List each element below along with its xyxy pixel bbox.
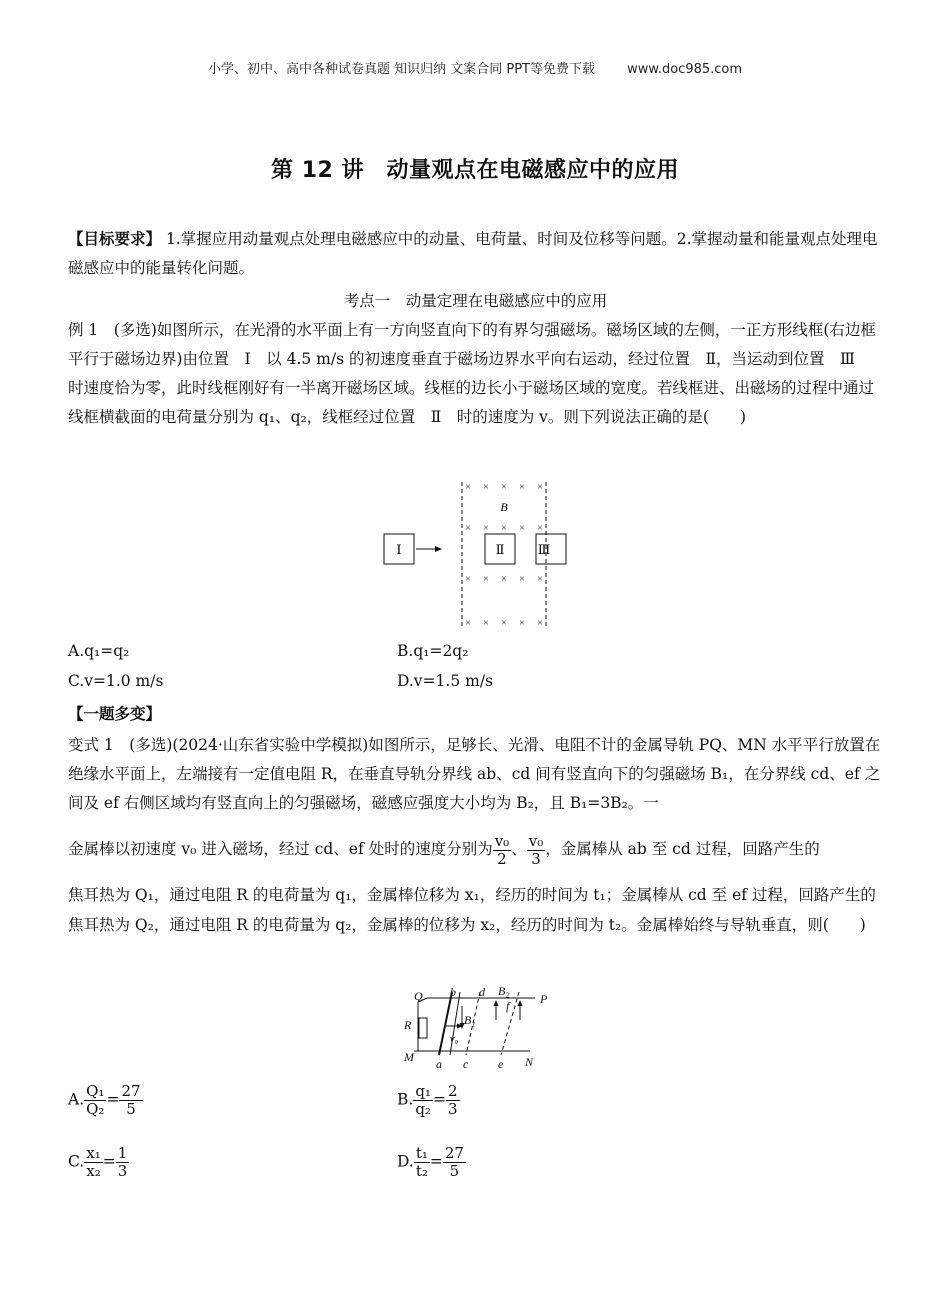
svg-text:B₂: B₂ [498,984,510,998]
page-title: 第 12 讲 动量观点在电磁感应中的应用 [271,158,679,183]
variant-1-line3: 焦耳热为 Q₁，通过电阻 R 的电荷量为 q₁，金属棒位移为 x₁，经历的时间为 t₁；金属棒从 cd 至 ef 过程，回路产生的焦耳热为 Q₂，通过电阻 R 的电荷量为 q₂，金属棒的位移为 x₂，经历的时间为 t₂。金属棒始终与导轨垂直，则( ) [68,886,876,934]
svg-text:×: × [465,574,471,585]
example-1-text: (多选)如图所示，在光滑的水平面上有一方向竖直向下的有界匀强磁场。磁场区域的左侧，一正方形线框(右边框平行于磁场边界)由位置 Ⅰ 以 4.5 m/s 的初速度垂直于磁场边界水平向右运动，经过位置 Ⅱ，当运动到位置 Ⅲ 时速度恰为零，此时线框刚好有一半离开磁场区域。线框的边长小于磁场区域的宽度。若线框进、出磁场的过程中通过线框横截面的电荷量分别为 q₁、q₂，线框经过位置 Ⅱ 时的速度为 v。则下列说法正确的是( ) [68,321,876,426]
svg-text:v₀: v₀ [450,1034,458,1045]
example-1 [68,316,883,432]
svg-text:c: c [463,1057,469,1071]
svg-text:×: × [537,574,543,585]
svg-text:Q: Q [414,989,423,1003]
svg-text:a: a [436,1057,442,1071]
option-d[interactable]: D.v=1.5 m/s [397,672,493,690]
variant-option-c[interactable]: C. $\frac{\text{x₁}}{\text{x₂}}$ = $\frac{1}{3}$ [68,1144,128,1180]
label-position-1: Ⅰ [396,542,402,557]
page-header [0,58,950,77]
svg-text:×: × [483,523,489,534]
fraction-v0-2: $\frac{\text{v₀}}{2}$ [494,831,510,868]
variant-option-d[interactable]: D. $\frac{\text{t₁}}{\text{t₂}}$ = $\frac{27}{5}$ [397,1144,464,1180]
svg-text:×: × [501,618,507,628]
svg-text:×: × [483,482,489,493]
svg-text:×: × [501,482,507,493]
resistor [419,1018,427,1038]
option-a[interactable]: A.q₁=q₂ [68,642,130,660]
label-position-2: Ⅱ [495,542,505,557]
svg-text:×: × [465,523,471,534]
variant-1-line1: (多选)(2024·山东省实验中学模拟)如图所示，足够长、光滑、电阻不计的金属导轨 PQ、MN 水平平行放置在绝缘水平面上，左端接有一定值电阻 R，在垂直导轨分界线 ab、cd 间有竖直向下的匀强磁场 B₁，在分界线 cd、ef 之间及 ef 右侧区域均有竖直向上的匀强磁场，磁感应强度大小均为 B₂，且 B₁=3B₂。一 [68,736,881,812]
goals-label: 【目标要求】 [68,230,162,248]
svg-text:b: b [450,985,456,999]
svg-text:d: d [479,985,485,999]
fraction-v0-3: $\frac{\text{v₀}}{3}$ [528,831,544,868]
svg-text:×: × [501,523,507,534]
svg-text:×: × [519,574,525,585]
svg-text:P: P [540,992,548,1006]
svg-text:×: × [501,574,507,585]
header-text: 小学、初中、高中各种试卷真题 知识归纳 文案合同 PPT等免费下载 [207,62,595,77]
svg-text:M: M [404,1050,414,1064]
label-position-3: Ⅲ [537,542,551,557]
variant-option-a[interactable]: A. $\frac{\text{Q₁}}{\text{Q₂}}$ = $\frac{27}{5}$ [68,1082,141,1118]
variant-1-figure [400,978,560,1073]
option-c[interactable]: C.v=1.0 m/s [68,672,164,690]
header-url[interactable]: www.doc985.com [627,62,743,77]
svg-text:×: × [483,574,489,585]
svg-text:×: × [519,618,525,628]
svg-text:×: × [537,618,543,628]
svg-text:×: × [537,482,543,493]
svg-text:×: × [519,482,525,493]
example-1-figure [380,478,580,628]
svg-text:e: e [498,1057,504,1071]
velocity-arrowhead [435,546,442,552]
boundary-ab [450,992,460,1055]
goals-text: 1.掌握应用动量观点处理电磁感应中的动量、电荷量、时间及位移等问题。2.掌握动量和能量观点处理电磁感应中的能量转化问题。 [68,230,878,277]
svg-text:×: × [465,482,471,493]
option-b[interactable]: B.q₁=2q₂ [397,642,469,660]
multi-heading: 【一题多变】 [68,705,162,723]
svg-text:×: × [537,523,543,534]
svg-text:×: × [465,618,471,628]
svg-text:f: f [506,999,510,1013]
svg-text:×: × [483,618,489,628]
goals-paragraph [68,225,883,283]
example-1-label: 例 1 [68,321,99,339]
variant-option-b[interactable]: B. $\frac{\text{q₁}}{\text{q₂}}$ = $\frac{2}{3}$ [397,1082,458,1118]
svg-text:R: R [404,1018,412,1032]
svg-text:N: N [525,1055,534,1069]
metal-rod [439,992,452,1055]
section-heading: 考点一 动量定理在电磁感应中的应用 [343,292,608,310]
variant-1-label: 变式 1 [68,736,114,754]
svg-text:B₁: B₁ [464,1013,476,1027]
variant-1-line2: 金属棒以初速度 v₀ 进入磁场，经过 cd、ef 处时的速度分别为 $\frac{\text{v₀}}{2}$ 、 $\frac{\text{v₀}}{3}$ ，金属棒从 ab 至 cd 过程，回路产生的 [68,831,820,868]
boundary-ef [501,992,519,1055]
variant-1-intro [68,731,883,818]
field-label: B [500,500,508,514]
svg-text:×: × [519,523,525,534]
